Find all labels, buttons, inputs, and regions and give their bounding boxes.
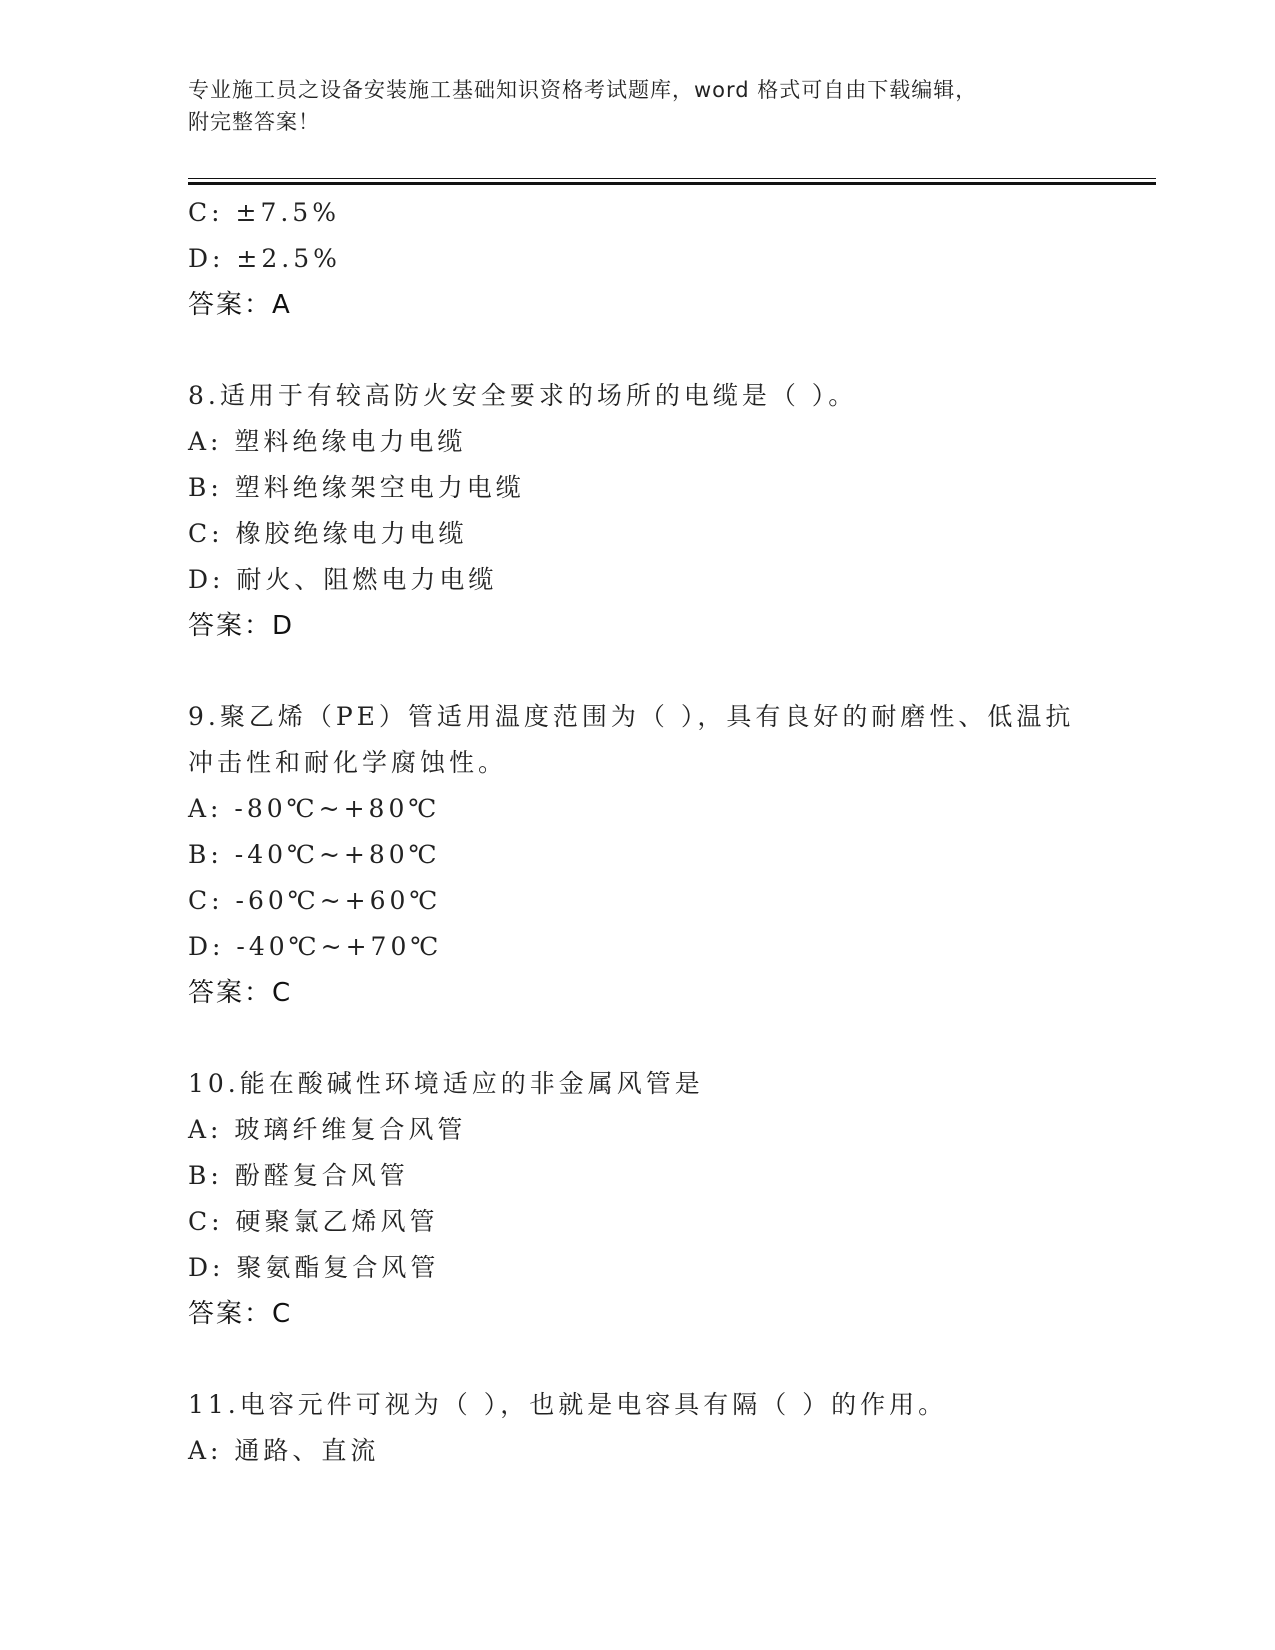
answer-line: 答案：D: [188, 611, 295, 641]
option-b: B: 塑料绝缘架空电力电缆: [188, 473, 525, 502]
option-c: C: 硬聚氯乙烯风管: [188, 1207, 439, 1236]
header-divider-thick: [188, 182, 1156, 185]
question-content: [188, 190, 1088, 1474]
spacer: [188, 1337, 1088, 1382]
answer-line: 答案：C: [188, 1299, 293, 1329]
question-stem-continued: 冲击性和耐化学腐蚀性。: [188, 748, 508, 777]
option-c: C: -60℃~+60℃: [188, 886, 442, 915]
spacer: [188, 1016, 1088, 1061]
question-stem: 11.电容元件可视为（ ），也就是电容具有隔（ ）的作用。: [188, 1390, 948, 1419]
prev-question-block: [188, 190, 1088, 328]
option-b: B: 酚醛复合风管: [188, 1161, 409, 1190]
option-d: D: ±2.5%: [188, 244, 341, 273]
option-d: D: 聚氨酯复合风管: [188, 1253, 440, 1282]
option-a: A: 塑料绝缘电力电缆: [188, 427, 467, 456]
question-8: [188, 373, 1088, 649]
option-c: C: 橡胶绝缘电力电缆: [188, 519, 468, 548]
option-d: D: -40℃~+70℃: [188, 932, 443, 961]
option-a: A: -80℃~+80℃: [188, 794, 441, 823]
header-divider-thin: [188, 178, 1156, 179]
question-stem: 9.聚乙烯（PE）管适用温度范围为（ ），具有良好的耐磨性、低温抗: [188, 702, 1075, 731]
spacer: [188, 649, 1088, 694]
answer-line: 答案：C: [188, 978, 293, 1008]
option-a: A: 玻璃纤维复合风管: [188, 1115, 467, 1144]
answer-line: 答案：A: [188, 290, 292, 320]
question-stem: 8.适用于有较高防火安全要求的场所的电缆是（ ）。: [188, 381, 858, 410]
option-c: C: ±7.5%: [188, 198, 340, 227]
page-header: [188, 74, 1088, 138]
option-a: A: 通路、直流: [188, 1436, 380, 1465]
spacer: [188, 328, 1088, 373]
question-stem: 10.能在酸碱性环境适应的非金属风管是: [188, 1069, 704, 1098]
question-11: [188, 1382, 1088, 1474]
header-line-2: 附完整答案！: [188, 110, 320, 134]
question-10: [188, 1061, 1088, 1337]
option-b: B: -40℃~+80℃: [188, 840, 441, 869]
option-d: D: 耐火、阻燃电力电缆: [188, 565, 498, 594]
header-line-1: 专业施工员之设备安装施工基础知识资格考试题库，word 格式可自由下载编辑，: [188, 78, 978, 102]
question-9: [188, 694, 1088, 1016]
